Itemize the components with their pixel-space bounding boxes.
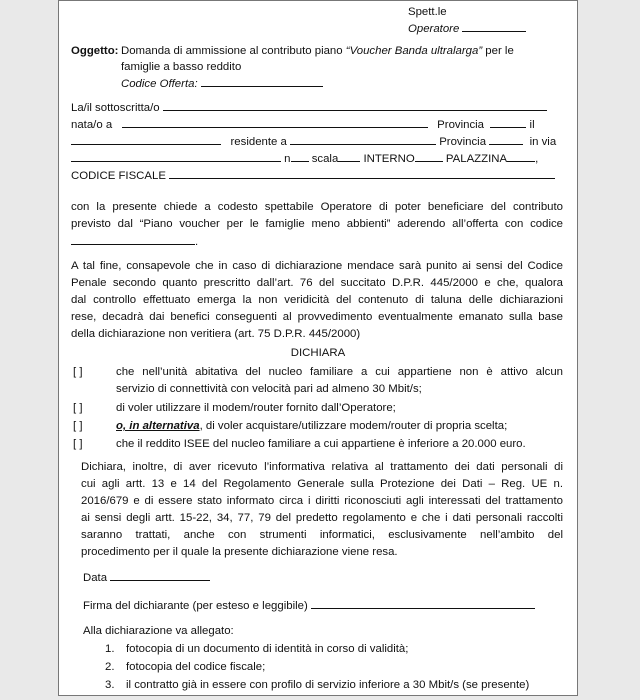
- declaration-item-1-line-2: servizio di connettività con velocità pari ad almeno 30 Mbit/s;: [116, 383, 422, 395]
- attachment-3-text: il contratto già in essere con profilo di servizio inferiore a 30 Mbit/s (se presente): [126, 679, 530, 691]
- request-line-3: .: [71, 234, 198, 249]
- operator-label: Operatore: [408, 21, 526, 36]
- form-residence-line: residente a Provincia in via: [71, 134, 556, 149]
- interno-blank[interactable]: [415, 151, 443, 162]
- addressee-label: Spett.le: [408, 6, 447, 18]
- privacy-line-1: Dichiara, inoltre, di aver ricevuto l’informativa relativa al trattamento dei dati personali di: [81, 461, 563, 473]
- birthplace-blank[interactable]: [122, 117, 428, 128]
- privacy-line-6: procedimento per il quale la presente dichiarazione viene resa.: [81, 546, 398, 558]
- signature-line: Firma del dichiarante (per esteso e leggibile): [83, 598, 535, 613]
- request-line-2: previsto dal “Piano voucher per le famiglie meno abbienti” aderendo all’offerta con codice: [71, 218, 563, 230]
- form-address-line: n scala INTERNO PALAZZINA ,: [71, 151, 538, 166]
- declaration-intro-line-5: della dichiarazione non veritiera (art. 75 D.P.R. 445/2000): [71, 328, 361, 340]
- privacy-line-2: cui agli artt. 13 e 14 del Regolamento Generale sulla Protezione dei Dati – Reg. UE n.: [81, 478, 563, 490]
- declaration-item-3: o, in alternativa, di voler acquistare/utilizzare modem/router di propria scelta;: [116, 420, 508, 432]
- checkbox-1[interactable]: [ ]: [73, 366, 83, 378]
- privacy-line-4: ai sensi degli artt. 15-22, 34, 77, 79 del predetto regolamento e che i dati personali raccolti: [81, 512, 563, 524]
- street-blank[interactable]: [71, 151, 281, 162]
- checkbox-3[interactable]: [ ]: [73, 420, 83, 432]
- declaration-item-4: che il reddito ISEE del nucleo familiare a cui appartiene è inferiore a 20.000 euro.: [116, 438, 526, 450]
- scala-blank[interactable]: [338, 151, 360, 162]
- declaration-item-1-line-1: che nell’unità abitativa del nucleo familiare a cui appartiene non è attivo alcun: [116, 366, 563, 378]
- privacy-line-5: saranno trattati, anche con strumenti informatici, esclusivamente nell’ambito del: [81, 529, 563, 541]
- birth-province-blank[interactable]: [490, 117, 526, 128]
- attachment-3-number: 3.: [105, 679, 115, 691]
- attachments-heading: Alla dichiarazione va allegato:: [83, 625, 234, 637]
- form-name-line: La/il sottoscritta/o: [71, 100, 547, 115]
- document-page: [58, 0, 578, 696]
- dichiara-heading: DICHIARA: [290, 347, 346, 359]
- form-birth-line: nata/o a Provincia il: [71, 119, 535, 131]
- residence-province-blank[interactable]: [489, 134, 523, 145]
- fiscal-code-blank[interactable]: [169, 168, 555, 179]
- date-line: Data: [83, 570, 210, 585]
- declaration-intro-line-2: Penale secondo quanto prescritto dall’art. 76 del succitato D.P.R. 445/2000 e che, qualora: [71, 277, 563, 289]
- offer-code-blank-2[interactable]: [71, 234, 195, 245]
- signature-blank[interactable]: [311, 598, 535, 609]
- residence-blank[interactable]: [290, 134, 436, 145]
- palazzina-blank[interactable]: [507, 151, 535, 162]
- name-blank[interactable]: [163, 100, 547, 111]
- subject-line-1: Domanda di ammissione al contributo piano “Voucher Banda ultralarga” per le: [121, 45, 514, 57]
- attachment-2-number: 2.: [105, 661, 115, 673]
- offer-code-label: Codice Offerta:: [121, 76, 323, 91]
- offer-code-blank[interactable]: [201, 76, 323, 87]
- subject-label: Oggetto:: [71, 45, 119, 57]
- privacy-line-3: 2016/679 e di essere stato informato circa i diritti riconosciuti agli interessati del trattamento: [81, 495, 563, 507]
- subject-line-2: famiglie a basso reddito: [121, 61, 242, 73]
- declaration-intro-line-4: rese, decadrà dai benefici conseguenti al provvedimento eventualmente emanato sulla base: [71, 311, 563, 323]
- attachment-1-text: fotocopia di un documento di identità in corso di validità;: [126, 643, 409, 655]
- attachment-2-text: fotocopia del codice fiscale;: [126, 661, 266, 673]
- attachment-1-number: 1.: [105, 643, 115, 655]
- request-line-1: con la presente chiede a codesto spettabile Operatore di poter beneficiare del contributo: [71, 201, 563, 213]
- birthdate-blank[interactable]: [71, 134, 221, 145]
- declaration-item-2: di voler utilizzare il modem/router fornito dall’Operatore;: [116, 402, 396, 414]
- checkbox-2[interactable]: [ ]: [73, 402, 83, 414]
- checkbox-4[interactable]: [ ]: [73, 438, 83, 450]
- form-fiscal-code-line: CODICE FISCALE: [71, 168, 555, 183]
- date-blank[interactable]: [110, 570, 210, 581]
- declaration-intro-line-1: A tal fine, consapevole che in caso di dichiarazione mendace sarà punito ai sensi del Codice: [71, 260, 563, 272]
- operator-blank[interactable]: [462, 21, 526, 32]
- number-blank[interactable]: [291, 151, 309, 162]
- declaration-intro-line-3: dal controllo effettuato emerga la non veridicità del contenuto di taluna delle dichiarazioni: [71, 294, 563, 306]
